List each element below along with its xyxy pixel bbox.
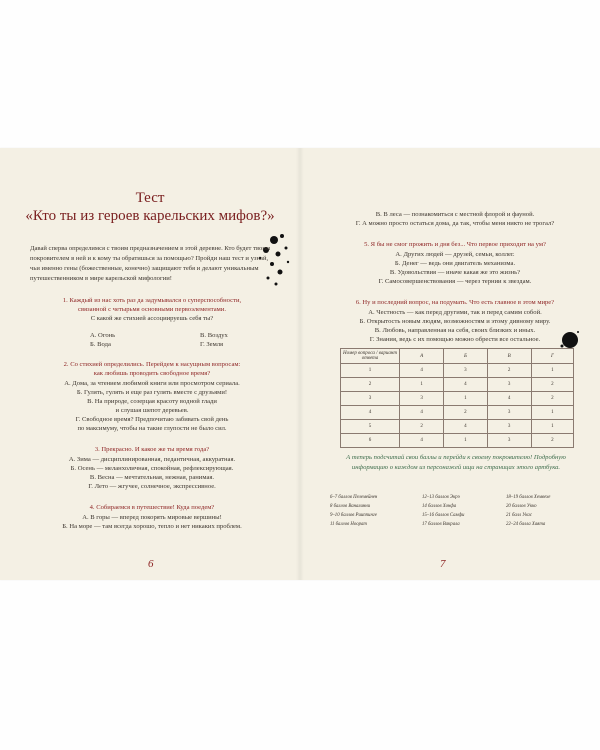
question-4: 4. Собираемся в путешествие! Куда поедем? — [89, 504, 215, 511]
result-entry: 15–16 баллов Самфи — [422, 513, 465, 518]
q2-answer-v-line2: и слушая шепот деревьев. — [115, 407, 189, 414]
question-5: 5. Я бы не смог прожить и дня без... Что первое приходит на ум? — [364, 241, 546, 248]
right-page — [300, 148, 600, 580]
table-cell: 3 — [487, 420, 531, 434]
table-cell: 1 — [400, 378, 444, 392]
intro-paragraph: Давай сперва определимся с твоим предназначением в этой деревне. Кто будет твоим покровителем в ней и к кому ты обратишься за помощью? Пройди наш тест и узнай, чьи именно гены (божественные, конечно) защищают тебя и делают уникальным путешественником в мире карельской мифологии! — [30, 245, 271, 282]
q3-answer-b: Б. Осень — меланхоличная, спокойная, рефлексирующая. — [70, 465, 234, 472]
q6-answer-b: Б. Открытость новым людям, возможностям и этому дивному миру. — [359, 318, 551, 325]
left-page — [0, 148, 300, 580]
scoring-table — [340, 348, 574, 448]
table-cell: 1 — [531, 420, 573, 434]
q1-answer-b: Б. Вода — [90, 341, 111, 348]
q1-answer-g: Г. Земля — [200, 341, 224, 348]
question-2-line1: 2. Со стихией определились. Перейдем к насущным вопросам: — [63, 361, 241, 368]
table-header-row — [341, 349, 574, 364]
test-title-line1: Тест — [135, 190, 165, 206]
table-row — [341, 434, 574, 448]
q5-answer-v: В. Удовольствия — иначе какая же это жизнь? — [389, 269, 521, 276]
table-cell: 4 — [400, 434, 444, 448]
q4-answer-a: А. В горы — вперед покорять мировые вершины! — [82, 514, 222, 521]
table-cell: 1 — [444, 392, 487, 406]
table-cell: 4 — [341, 406, 400, 420]
table-cell: 4 — [400, 364, 444, 378]
table-cell: 2 — [341, 378, 400, 392]
q5-answer-g: Г. Самосовершенствования — через тернии к звездам. — [378, 278, 532, 285]
table-row — [341, 378, 574, 392]
table-cell: 2 — [444, 406, 487, 420]
table-header-cell: Б — [444, 349, 487, 364]
question-1-line2: связанной с четырьмя основными первоэлементами. — [78, 306, 226, 313]
question-6: 6. Ну и последний вопрос, на подумать. Что есть главное в этом мире? — [355, 299, 555, 306]
book-spread — [0, 148, 600, 580]
question-1-line1: 1. Каждый из нас хоть раз да задумывался о суперспособности, — [62, 297, 242, 304]
result-entry: 11 баллов Ноорат — [330, 522, 367, 527]
q1-answer-v: В. Воздух — [200, 332, 228, 339]
q5-answer-b: Б. Денег — ведь они двигатель механизма. — [394, 260, 516, 267]
table-cell: 2 — [531, 378, 573, 392]
result-entry: 14 баллов Хонфа — [422, 504, 457, 509]
question-1-line3: С какой же стихией ассоциируешь себя ты? — [90, 315, 214, 322]
table-cell: 3 — [487, 406, 531, 420]
table-header-cell: В — [487, 349, 531, 364]
table-cell: 1 — [341, 364, 400, 378]
q6-answer-v: В. Любовь, направленная на себя, своих близких и иных. — [374, 327, 536, 334]
table-cell: 2 — [400, 420, 444, 434]
table-header-cell: А — [400, 349, 444, 364]
result-entry: 8 баллов Ваналинни — [330, 504, 371, 509]
question-2-line2: как любишь проводить свободное время? — [93, 370, 211, 377]
result-entry: 17 баллов Вакрала — [422, 522, 460, 527]
table-cell: 2 — [531, 434, 573, 448]
page-number-right: 7 — [440, 558, 446, 570]
q4-answer-v: В. В леса — познакомиться с местной флорой и фауной. — [375, 211, 535, 218]
table-cell: 2 — [531, 392, 573, 406]
table-cell: 4 — [444, 378, 487, 392]
test-title-line2: «Кто ты из героев карельских мифов?» — [25, 208, 275, 224]
table-header-cell: Г — [531, 349, 573, 364]
q1-answer-a: А. Огонь — [90, 332, 116, 339]
table-cell: 1 — [531, 364, 573, 378]
page-number-left: 6 — [148, 558, 154, 570]
q2-answer-g-line1: Г. Свободное время? Предпочитаю забивать свой день — [75, 416, 229, 423]
table-cell: 6 — [341, 434, 400, 448]
q2-answer-v-line1: В. На природе, созерцая красоту водной глади — [87, 398, 217, 405]
result-entry: 9–10 баллов Рииппинге — [330, 513, 377, 518]
q2-answer-a: А. Дома, за чтением любимой книги или просмотром сериала. — [64, 380, 240, 387]
result-entry: 18–19 баллов Хемвехе — [506, 495, 551, 500]
table-row — [341, 406, 574, 420]
q3-answer-a: А. Зима — дисциплинированная, педантичная, аккуратная. — [68, 456, 236, 463]
results-intro: А теперь подсчитай свои баллы и перейди к своему покровителю! Подробную информацию о каждом из персонажей ищи на страницах этого артбука. — [346, 454, 566, 471]
result-entry: 22–24 балла Хаята — [506, 522, 546, 527]
table-cell: 3 — [487, 378, 531, 392]
table-cell: 3 — [400, 392, 444, 406]
table-cell: 5 — [341, 420, 400, 434]
q4-answer-g: Г. А можно просто остаться дома, да так, чтобы меня никто не трогал? — [355, 220, 555, 227]
result-entry: 12–13 баллов Экрэ — [422, 495, 460, 500]
result-entry: 21 балл Укас — [506, 513, 532, 518]
table-cell: 3 — [444, 364, 487, 378]
result-entry: 20 баллов Укко — [506, 504, 537, 509]
table-cell: 3 — [341, 392, 400, 406]
q3-answer-g: Г. Лето — жгучее, солнечное, экспрессивное. — [88, 483, 216, 490]
table-cell: 4 — [487, 392, 531, 406]
q2-answer-g-line2: по максимуму, чтобы на такие глупости не было сил. — [77, 425, 227, 432]
q6-answer-g: Г. Знания, ведь с их помощью можно обрести все остальное. — [369, 336, 541, 343]
table-row — [341, 420, 574, 434]
q5-answer-a: А. Других людей — друзей, семьи, коллег. — [395, 251, 515, 258]
table-cell: 1 — [444, 434, 487, 448]
table-cell: 4 — [444, 420, 487, 434]
table-cell: 2 — [487, 364, 531, 378]
q3-answer-v: В. Весна — мечтательная, нежная, ранимая. — [89, 474, 215, 481]
q4-answer-b: Б. На море — там всегда хорошо, тепло и нет никаких проблем. — [62, 523, 242, 530]
q2-answer-b: Б. Гулять, гулять и еще раз гулять вместе с друзьями! — [76, 389, 228, 396]
table-row — [341, 364, 574, 378]
table-cell: 1 — [531, 406, 573, 420]
table-cell: 4 — [400, 406, 444, 420]
question-3: 3. Прекрасно. И какое же ты время года? — [94, 446, 210, 453]
result-entry: 6–7 баллов Пелемейнен — [330, 495, 378, 500]
q6-answer-a: А. Честность — как перед другими, так и перед самим собой. — [368, 309, 542, 316]
table-cell: 3 — [487, 434, 531, 448]
table-header-cell: Номер вопроса / вариант ответа — [341, 349, 400, 364]
table-row — [341, 392, 574, 406]
